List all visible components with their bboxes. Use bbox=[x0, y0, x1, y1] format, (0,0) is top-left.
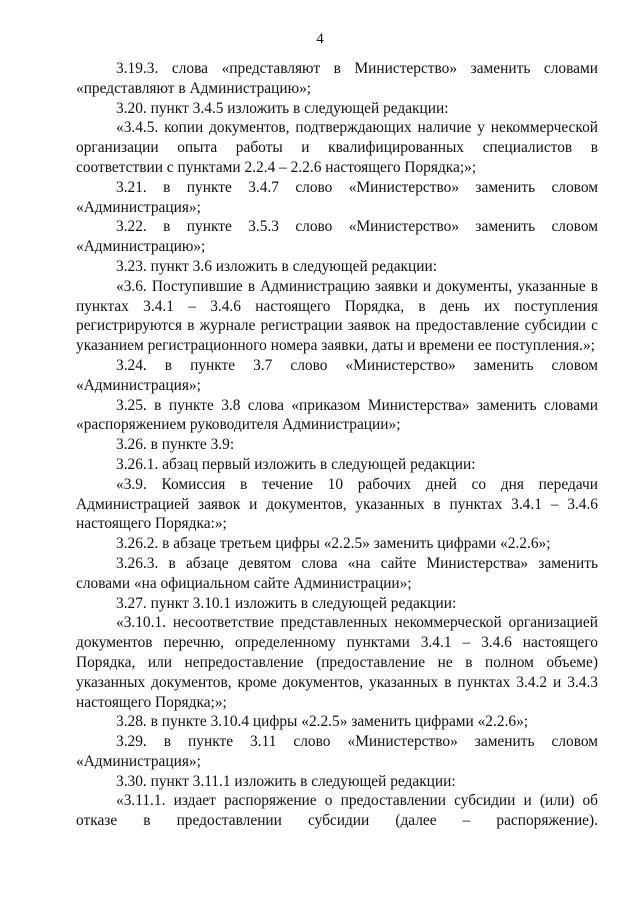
paragraph-3-24: 3.24. в пункте 3.7 слово «Министерство» заменить словом «Администрация»; bbox=[76, 356, 598, 394]
paragraph-quote-3-6: «3.6. Поступившие в Администрацию заявки и документы, указанные в пунктах 3.4.1 – 3.4.6 настоящего Порядка, в день их поступления регистрируются в журнале регистрации заявок на предоставление субсидии с указанием регистрационного номера заявки, даты и времени ее поступления.»; bbox=[76, 277, 598, 355]
paragraph-quote-3-10-1: «3.10.1. несоответствие представленных некоммерческой организацией документов перечню, определенному пунктами 3.4.1 – 3.4.6 настоящего Порядка, или непредоставление (предоставление не в полном объеме) указанных документов, кроме документов, указанных в пунктах 3.4.2 и 3.4.3 настоящего Порядка;»; bbox=[76, 614, 598, 711]
paragraph-3-28: 3.28. в пункте 3.10.4 цифры «2.2.5» заменить цифрами «2.2.6»; bbox=[116, 713, 529, 731]
paragraph-quote-3-4-5: «3.4.5. копии документов, подтверждающих наличие у некоммерческой организации опыта работы и квалифицированных специалистов в соответствии с пунктами 2.2.4 – 2.2.6 настоящего Порядка;»; bbox=[76, 119, 598, 176]
page-number: 4 bbox=[316, 31, 324, 47]
paragraph-3-26-1: 3.26.1. абзац первый изложить в следующей редакции: bbox=[116, 455, 476, 473]
paragraph-3-26-2: 3.26.2. в абзаце третьем цифры «2.2.5» заменить цифрами «2.2.6»; bbox=[116, 535, 551, 553]
document-body bbox=[76, 59, 598, 831]
paragraph-3-21: 3.21. в пункте 3.4.7 слово «Министерство» заменить словом «Администрация»; bbox=[76, 178, 598, 216]
paragraph-quote-3-9: «3.9. Комиссия в течение 10 рабочих дней со дня передачи Администрацией заявок и документов, указанных в пунктах 3.4.1 – 3.4.6 настоящего Порядка:»; bbox=[76, 475, 598, 533]
paragraph-quote-3-11-1: «3.11.1. издает распоряжение о предоставлении субсидии и (или) об отказе в предоставлении субсидии (далее – распоряжение). bbox=[76, 792, 598, 830]
paragraph-3-26-3: 3.26.3. в абзаце девятом слова «на сайте Министерства» заменить словами «на официальном сайте Администрации»; bbox=[76, 554, 598, 592]
paragraph-3-22: 3.22. в пункте 3.5.3 слово «Министерство» заменить словом «Администрацию»; bbox=[76, 218, 598, 256]
paragraph-3-26: 3.26. в пункте 3.9: bbox=[116, 436, 235, 454]
paragraph-3-29: 3.29. в пункте 3.11 слово «Министерство» заменить словом «Администрация»; bbox=[76, 733, 598, 770]
paragraph-3-27: 3.27. пункт 3.10.1 изложить в следующей редакции: bbox=[116, 594, 457, 612]
paragraph-3-30: 3.30. пункт 3.11.1 изложить в следующей редакции: bbox=[116, 772, 456, 790]
paragraph-3-25: 3.25. в пункте 3.8 слова «приказом Министерства» заменить словами «распоряжением руководителя Администрации»; bbox=[76, 396, 598, 434]
paragraph-3-19-3: 3.19.3. слова «представляют в Министерство» заменить словами «представляют в Администрацию»; bbox=[76, 60, 598, 97]
paragraph-3-20: 3.20. пункт 3.4.5 изложить в следующей редакции: bbox=[116, 99, 449, 117]
paragraph-3-23: 3.23. пункт 3.6 изложить в следующей редакции: bbox=[116, 257, 437, 275]
